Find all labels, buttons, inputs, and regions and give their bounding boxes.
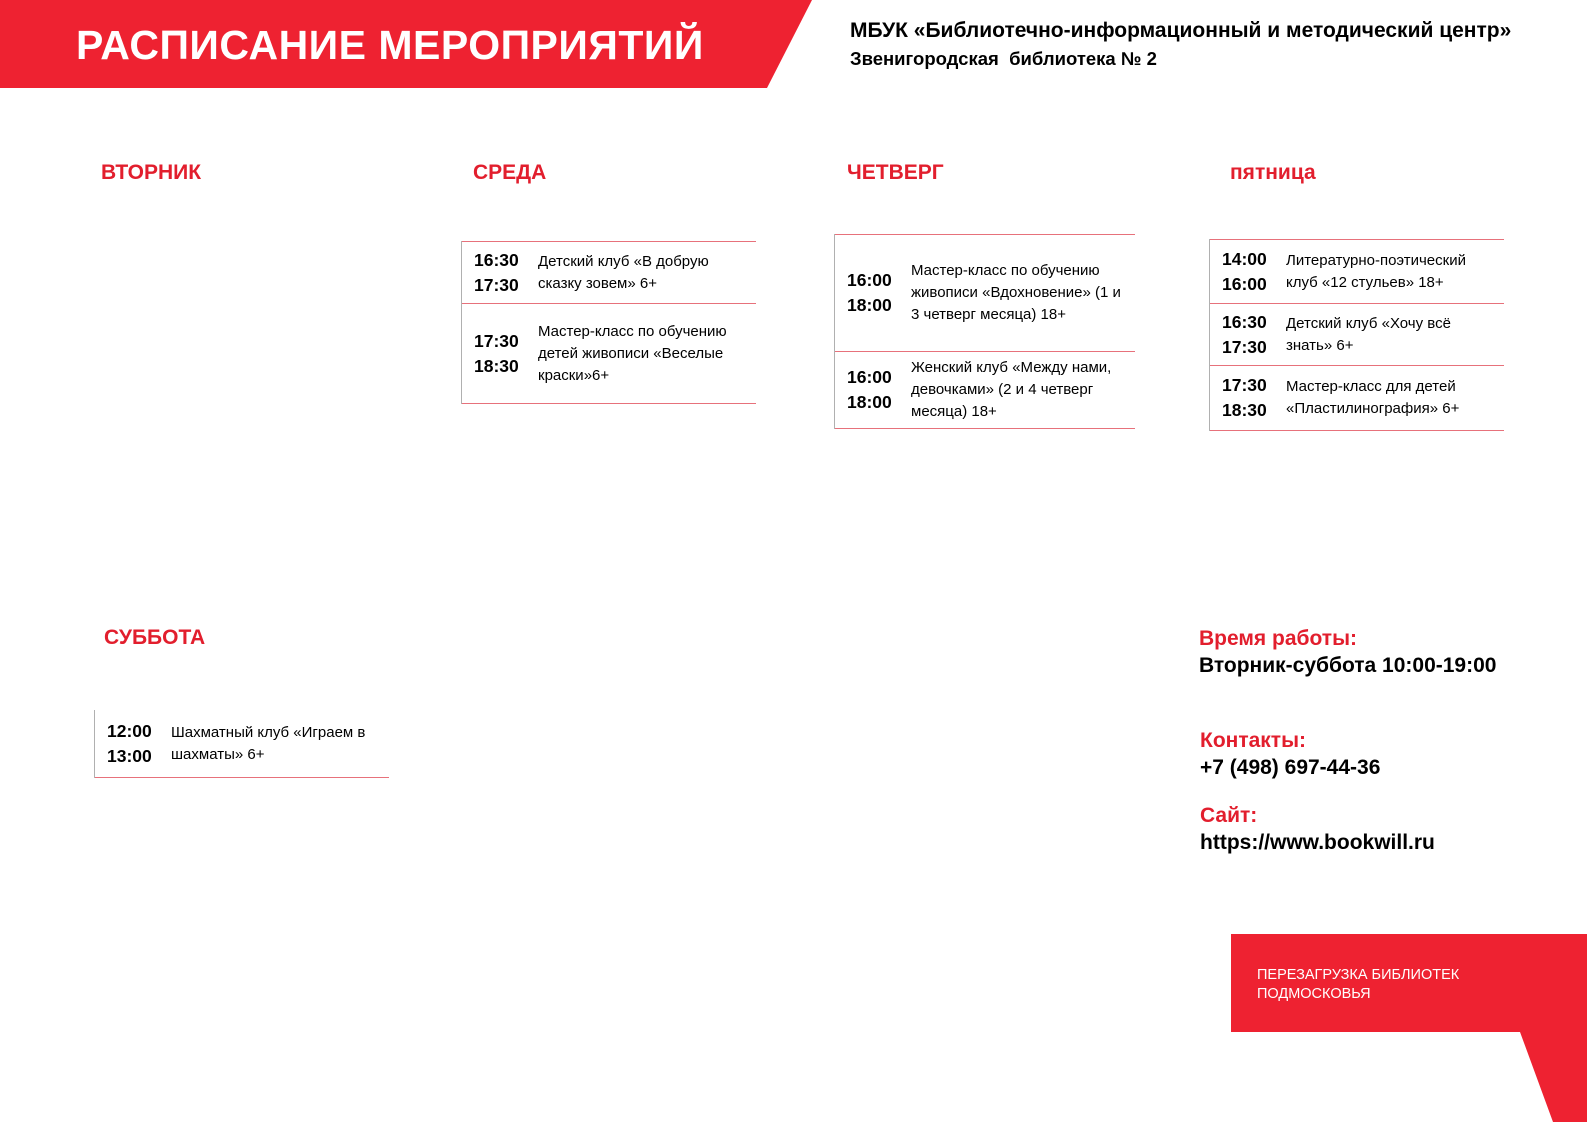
event-start-time: 14:00 bbox=[1222, 248, 1267, 269]
event-end-time: 17:30 bbox=[1222, 336, 1267, 357]
title-banner bbox=[0, 0, 812, 88]
schedule-row bbox=[462, 241, 756, 303]
event-end-time: 16:00 bbox=[1222, 273, 1267, 294]
event-time bbox=[1210, 373, 1286, 423]
day-title-tuesday: ВТОРНИК bbox=[101, 161, 202, 184]
page-title: РАСПИСАНИЕ МЕРОПРИЯТИЙ bbox=[76, 22, 704, 68]
event-time bbox=[462, 248, 538, 298]
event-start-time: 17:30 bbox=[1222, 375, 1267, 395]
website bbox=[1200, 802, 1435, 856]
day-title-saturday: СУББОТА bbox=[104, 626, 206, 649]
event-end-time: 18:00 bbox=[847, 295, 892, 315]
website-url[interactable]: https://www.bookwill.ru bbox=[1200, 831, 1435, 854]
schedule-row bbox=[1210, 303, 1504, 365]
event-end-time: 18:30 bbox=[474, 355, 519, 376]
event-end-time: 13:00 bbox=[107, 746, 152, 766]
day-title-wednesday: СРЕДА bbox=[473, 161, 547, 184]
brand-shape bbox=[1231, 934, 1587, 1122]
day-title-thursday: ЧЕТВЕРГ bbox=[847, 161, 944, 184]
contacts bbox=[1200, 727, 1380, 781]
event-start-time: 16:00 bbox=[847, 270, 892, 290]
working-hours-label: Время работы: bbox=[1199, 627, 1358, 650]
working-hours bbox=[1199, 625, 1496, 679]
schedule-row bbox=[835, 234, 1135, 351]
event-end-time: 17:30 bbox=[474, 274, 519, 295]
contacts-label: Контакты: bbox=[1200, 729, 1307, 752]
brand-slogan: ПЕРЕЗАГРУЗКА БИБЛИОТЕК ПОДМОСКОВЬЯ bbox=[1257, 967, 1460, 1002]
contacts-phone: +7 (498) 697-44-36 bbox=[1200, 756, 1381, 779]
organization-name: МБУК «Библиотечно-информационный и методический центр» bbox=[850, 19, 1512, 42]
event-end-time: 18:30 bbox=[1222, 400, 1267, 420]
event-start-time: 12:00 bbox=[107, 721, 152, 741]
schedule-wednesday bbox=[461, 241, 756, 404]
event-time bbox=[1210, 247, 1286, 297]
event-start-time: 16:30 bbox=[474, 249, 519, 270]
event-start-time: 16:30 bbox=[1222, 311, 1267, 332]
event-description: Мастер-класс по обучению живописи «Вдохновение» (1 и 3 четверг месяца) 18+ bbox=[911, 262, 1121, 323]
event-start-time: 16:00 bbox=[847, 367, 892, 387]
event-time bbox=[835, 268, 911, 318]
event-end-time: 18:00 bbox=[847, 392, 892, 412]
schedule-thursday bbox=[834, 234, 1135, 429]
event-description: Литературно-поэтический клуб «12 стульев» 18+ bbox=[1286, 251, 1466, 291]
schedule-friday bbox=[1209, 239, 1504, 431]
event-description: Мастер-класс по обучению детей живописи «Веселые краски»6+ bbox=[538, 322, 727, 384]
event-description: Детский клуб «В добрую сказку зовем» 6+ bbox=[538, 252, 709, 292]
event-time bbox=[95, 719, 171, 769]
working-hours-value: Вторник-суббота 10:00-19:00 bbox=[1199, 654, 1497, 677]
schedule-row bbox=[1210, 239, 1504, 303]
event-description: Шахматный клуб «Играем в шахматы» 6+ bbox=[171, 724, 366, 763]
event-description: Мастер-класс для детей «Пластилинография» 6+ bbox=[1286, 378, 1460, 417]
schedule-row bbox=[835, 351, 1135, 429]
event-description: Детский клуб «Хочу всё знать» 6+ bbox=[1286, 314, 1451, 354]
organization-header bbox=[850, 18, 1550, 72]
brand-block bbox=[1231, 934, 1587, 1122]
schedule-row bbox=[462, 303, 756, 404]
day-title-friday: пятница bbox=[1230, 161, 1316, 184]
event-time bbox=[1210, 310, 1286, 360]
website-label: Сайт: bbox=[1200, 804, 1258, 827]
schedule-row bbox=[1210, 365, 1504, 431]
event-description: Женский клуб «Между нами, девочками» (2 и 4 четверг месяца) 18+ bbox=[911, 359, 1112, 420]
event-time bbox=[462, 329, 538, 379]
event-start-time: 17:30 bbox=[474, 330, 519, 351]
event-time bbox=[835, 365, 911, 415]
schedule-saturday bbox=[94, 710, 389, 778]
schedule-row bbox=[95, 710, 389, 778]
library-branch: Звенигородская библиотека № 2 bbox=[850, 48, 1157, 69]
